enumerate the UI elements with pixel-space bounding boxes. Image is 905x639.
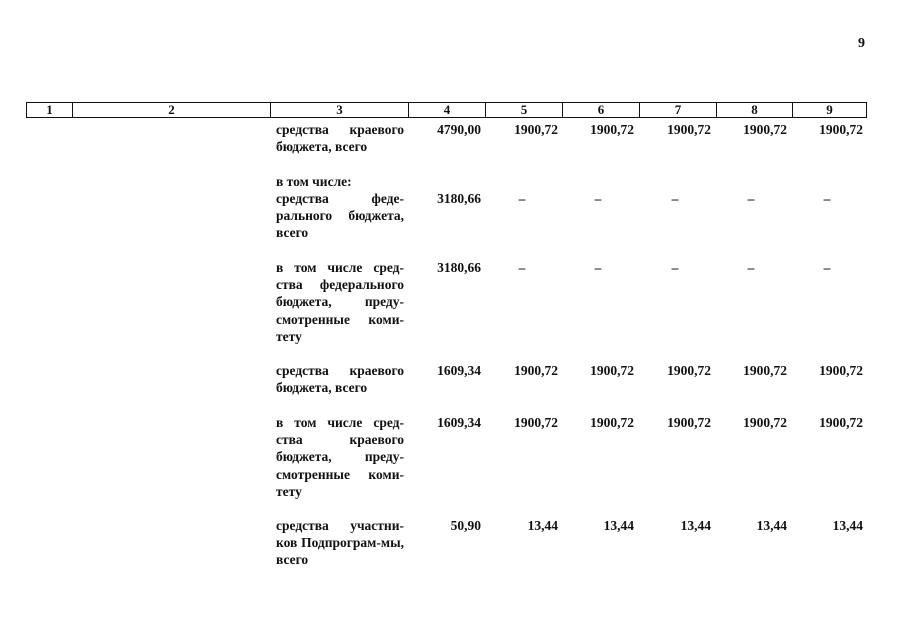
- cell-col-7: –: [671, 191, 679, 206]
- row-description: средства краевого бюджета, всего: [276, 122, 404, 155]
- cell-col-7: 13,44: [680, 518, 711, 533]
- cell-col-7: 1900,72: [667, 415, 711, 430]
- cell-col-7: –: [671, 260, 679, 275]
- cell-col-9: –: [823, 191, 831, 206]
- cell-col-6: 13,44: [603, 518, 634, 533]
- row-description: в том числе:: [276, 174, 352, 189]
- cell-col-7: 1900,72: [667, 363, 711, 378]
- cell-col-9: 1900,72: [819, 363, 863, 378]
- cell-col-5: 1900,72: [514, 122, 558, 137]
- cell-col-4: 3180,66: [437, 260, 481, 275]
- row-description: в том числе сред-ства федерального бюджета, преду-смотренные коми-тету: [276, 260, 404, 344]
- cell-col-8: –: [747, 191, 755, 206]
- cell-col-6: –: [594, 191, 602, 206]
- cell-col-6: –: [594, 260, 602, 275]
- cell-col-6: 1900,72: [590, 122, 634, 137]
- cell-col-8: 1900,72: [743, 363, 787, 378]
- cell-col-4: 1609,34: [437, 363, 481, 378]
- header-col-8: 8: [717, 103, 793, 117]
- cell-col-5: 13,44: [527, 518, 558, 533]
- cell-col-5: –: [518, 191, 526, 206]
- header-col-6: 6: [563, 103, 640, 117]
- cell-col-4: 3180,66: [437, 191, 481, 206]
- header-col-1: 1: [27, 103, 73, 117]
- header-col-9: 9: [826, 102, 833, 117]
- cell-col-6: 1900,72: [590, 363, 634, 378]
- table-header-row: [26, 102, 867, 118]
- cell-col-5: 1900,72: [514, 363, 558, 378]
- cell-col-5: 1900,72: [514, 415, 558, 430]
- cell-col-4: 1609,34: [437, 415, 481, 430]
- cell-col-8: 13,44: [756, 518, 787, 533]
- cell-col-9: 1900,72: [819, 122, 863, 137]
- cell-col-5: –: [518, 260, 526, 275]
- row-description: средства участни-ков Подпрограм-мы, всего: [276, 518, 404, 568]
- header-col-5: 5: [486, 103, 563, 117]
- row-description: в том числе сред-ства краевого бюджета, преду-смотренные коми-тету: [276, 415, 404, 499]
- header-col-4: 4: [409, 103, 486, 117]
- cell-col-8: 1900,72: [743, 415, 787, 430]
- page-number: 9: [858, 36, 865, 51]
- cell-col-9: 1900,72: [819, 415, 863, 430]
- cell-col-6: 1900,72: [590, 415, 634, 430]
- cell-col-9: 13,44: [832, 518, 863, 533]
- header-col-7: 7: [640, 103, 717, 117]
- cell-col-8: 1900,72: [743, 122, 787, 137]
- cell-col-7: 1900,72: [667, 122, 711, 137]
- cell-col-4: 50,90: [450, 518, 481, 533]
- cell-col-8: –: [747, 260, 755, 275]
- header-col-2: 2: [73, 103, 271, 117]
- row-description: средства краевого бюджета, всего: [276, 363, 404, 396]
- row-description: средства феде-рального бюджета, всего: [276, 191, 404, 241]
- cell-col-9: –: [823, 260, 831, 275]
- header-col-3: 3: [271, 103, 409, 117]
- cell-col-4: 4790,00: [437, 122, 481, 137]
